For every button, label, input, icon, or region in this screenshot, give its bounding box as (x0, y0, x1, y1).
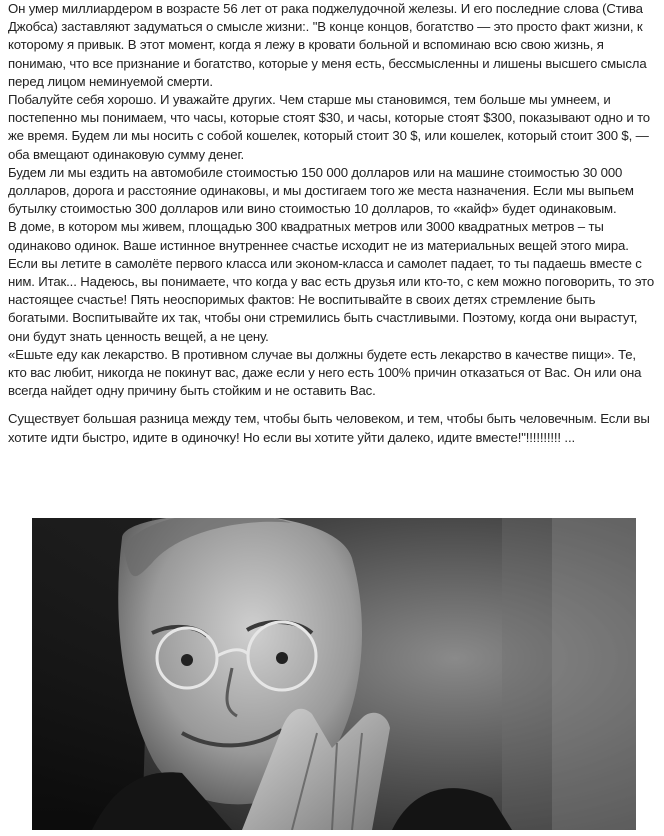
paragraph-house: В доме, в котором мы живем, площадью 300 квадратных метров или 3000 квадратных метров – ты одинаково одинок. Ваше истинное внутреннее счастье исходит не из материальных вещей этого мира. (8, 219, 629, 253)
post-body (8, 0, 658, 447)
portrait-photo (32, 518, 636, 830)
paragraph-closing: Существует большая разница между тем, чтобы быть человеком, и тем, чтобы быть человечным. Если вы хотите идти быстро, идите в одиночку! Но если вы хотите уйти далеко, идите вместе!"!!!!!!!!!! ... (8, 411, 650, 445)
portrait-illustration (32, 518, 636, 830)
paragraph-food-as-medicine: «Ешьте еду как лекарство. В противном случае вы должны будете есть лекарство в качестве пищи». Те, кто вас любит, никогда не покинут вас, даже если у него есть 100% причин отказаться от Вас. Он или она всегда найдет одну причину быть стойким и не оставить Вас. (8, 346, 642, 399)
paragraph-treat-yourself: Побалуйте себя хорошо. И уважайте других. Чем старше мы становимся, тем больше мы умнеем, и постепенно мы понимаем, что часы, которые стоят $30, и часы, которые стоят $300, показывают одно и то же время. Будем ли мы носить с собой кошелек, который стоит 30 $, или кошелек, который стоит 300 $, — оба вмещают одинаковую сумму денег. (8, 92, 650, 162)
paragraph-airplane: Если вы летите в самолёте первого класса или эконом-класса и самолет падает, то ты падаешь вместе с ним. Итак... Надеюсь, вы понимаете, что когда у вас есть друзья или кто-то, с кем можно поговорить, то это настоящее счастье! Пять неоспоримых фактов: Не воспитывайте в своих детях стремление быть богатыми. Воспитывайте их так, чтобы они стремились быть счастливыми. Поэтому, когда они вырастут, они будут знать ценность вещей, а не цену. (8, 255, 655, 344)
paragraph-car-and-wine: Будем ли мы ездить на автомобиле стоимостью 150 000 долларов или на машине стоимостью 30 000 долларов, дорога и расстояние одинаковы, и мы достигаем того же места назначения. Если мы выпьем бутылку стоимостью 300 долларов или вино стоимостью 10 долларов, то «кайф» будет одинаковым. (8, 164, 634, 217)
paragraph-intro: Он умер миллиардером в возрасте 56 лет от рака поджелудочной железы. И его последние слова (Стива Джобса) заставляют задуматься о смысле жизни:. "В конце концов, богатство — это просто факт жизни, к которому я привык. В этот момент, когда я лежу в кровати больной и вспоминаю всю свою жизнь, я понимаю, что все признание и богатство, которые у меня есть, бессмысленны и лишены высшего смысла перед лицом неминуемой смерти. (8, 1, 647, 89)
